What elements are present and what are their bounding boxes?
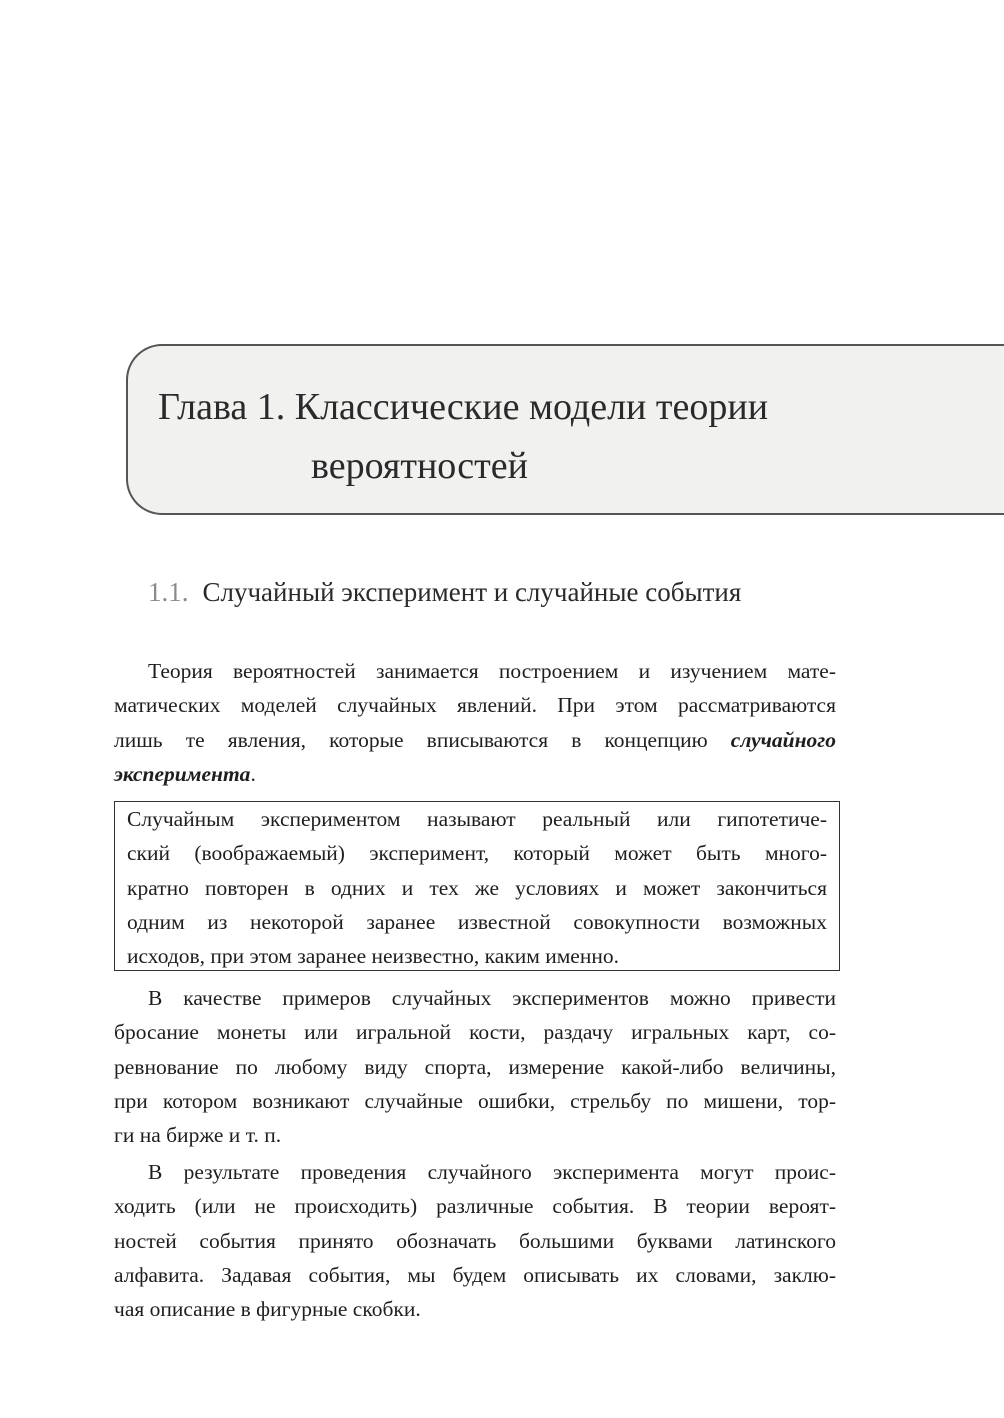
paragraph-line: В качестве примеров случайных экспериментов можно привести	[148, 986, 836, 1010]
definition-line: Случайным экспериментом называют реальный или гипотетиче-	[127, 807, 827, 831]
paragraph-examples	[114, 981, 836, 1152]
definition-line: исходов, при этом заранее неизвестно, каким именно.	[127, 944, 619, 969]
section-title	[148, 572, 741, 612]
paragraph-line: при котором возникают случайные ошибки, стрельбу по мишени, тор-	[114, 1088, 836, 1113]
definition-text	[127, 802, 827, 973]
section-number: 1.1.	[148, 577, 189, 607]
definition-line: одним из некоторой заранее известной совокупности возможных	[127, 909, 827, 934]
paragraph-line: Теория вероятностей занимается построением и изучением мате-	[148, 659, 836, 683]
paragraph-intro	[114, 654, 836, 791]
paragraph-line: ностей события принято обозначать большими буквами латинского	[114, 1228, 836, 1253]
paragraph-line: алфавита. Задавая события, мы будем описывать их словами, заклю-	[114, 1262, 836, 1287]
paragraph-line: ходить (или не происходить) различные события. В теории вероят-	[114, 1194, 836, 1219]
paragraph-line: ги на бирже и т. п.	[114, 1123, 282, 1148]
definition-line: ский (воображаемый) эксперимент, который может быть много-	[127, 841, 827, 866]
chapter-title	[158, 378, 978, 496]
paragraph-line: В результате проведения случайного эксперимента могут проис-	[148, 1160, 836, 1184]
paragraph-line: чая описание в фигурные скобки.	[114, 1297, 421, 1322]
term-random-experiment-part-1: случайного	[730, 727, 836, 752]
term-random-experiment-part-2: эксперимента	[114, 761, 251, 786]
paragraph-line-text: лишь те явления, которые вписываются в концепцию	[114, 727, 708, 752]
chapter-title-line-2: вероятностей	[311, 445, 528, 487]
definition-line: кратно повторен в одних и тех же условиях и может закончиться	[127, 875, 827, 900]
paragraph-line: ревнование по любому виду спорта, измерение какой-либо величины,	[114, 1054, 836, 1079]
paragraph-line: бросание монеты или игральной кости, раздачу игральных карт, со-	[114, 1020, 836, 1045]
paragraph-line: матических моделей случайных явлений. При этом рассматриваются	[114, 693, 836, 718]
chapter-title-line-1: Глава 1. Классические модели теории	[158, 386, 769, 428]
paragraph-line	[114, 723, 836, 757]
paragraph-end-punct: .	[250, 761, 256, 786]
paragraph-line	[114, 757, 836, 791]
section-title-text: Случайный эксперимент и случайные события	[202, 577, 742, 607]
paragraph-events	[114, 1155, 836, 1326]
definition-box	[114, 801, 840, 971]
